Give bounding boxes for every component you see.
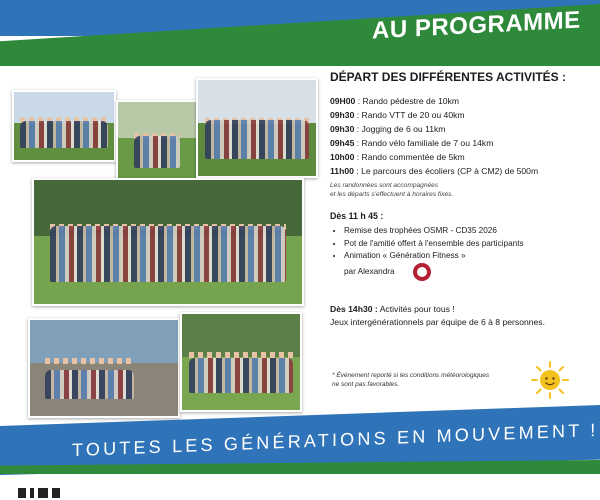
schedule-item: 10h00 : Rando commentée de 5km (330, 152, 465, 162)
list-item: • Pot de l'amitié offert à l'ensemble des participants (344, 238, 592, 251)
photo-fitness-group (180, 312, 302, 412)
block-1430-line2: Jeux intergénérationnels par équipe de 6 à 8 personnes. (330, 316, 545, 327)
schedule-item: 09H00 : Rando pédestre de 10km (330, 96, 459, 106)
animator-line: par Alexandra (330, 263, 592, 281)
depart-title: DÉPART DES DIFFÉRENTES ACTIVITÉS : (330, 70, 567, 84)
list-item: • Remise des trophées OSMR - CD35 2026 (344, 225, 592, 238)
photo-cyclists (116, 100, 198, 184)
schedule-item: 09h30 : Jogging de 6 ou 11km (330, 124, 446, 134)
schedule-list (330, 94, 592, 178)
generation-fitness-logo-icon (413, 263, 431, 281)
photo-group-hikers (12, 90, 116, 162)
block-1145-title: Dès 11 h 45 : (330, 211, 384, 222)
schedule-item: 11h00 : Le parcours des écoliers (CP à CM2) de 500m (330, 166, 539, 176)
photo-seated-group (28, 318, 180, 418)
page-title: AU PROGRAMME (372, 6, 581, 45)
block-1430: Dès 14h30 : Activités pour tous ! (330, 303, 455, 314)
weather-note: * Événement reporté si les conditions météorologiques ne sont pas favorables. (332, 372, 490, 388)
photo-joggers (196, 78, 318, 178)
list-item: • Animation « Génération Fitness » (344, 250, 592, 263)
footer-slogan: TOUTES LES GÉNÉRATIONS EN MOUVEMENT ! (72, 419, 599, 461)
program-text (330, 70, 592, 329)
schedule-item: 09h30 : Rando VTT de 20 ou 40km (330, 110, 465, 120)
afternoon-bullets (330, 225, 592, 263)
sun-icon (530, 360, 570, 400)
photo-collage (0, 70, 320, 420)
schedule-item: 09h45 : Rando vélo familiale de 7 ou 14km (330, 138, 494, 148)
hike-note: Les randonnées sont accompagnées et les départs s'effectuent à horaires fixes. (330, 182, 454, 198)
partner-logo-icon (16, 486, 96, 500)
photo-large-group (32, 178, 304, 306)
